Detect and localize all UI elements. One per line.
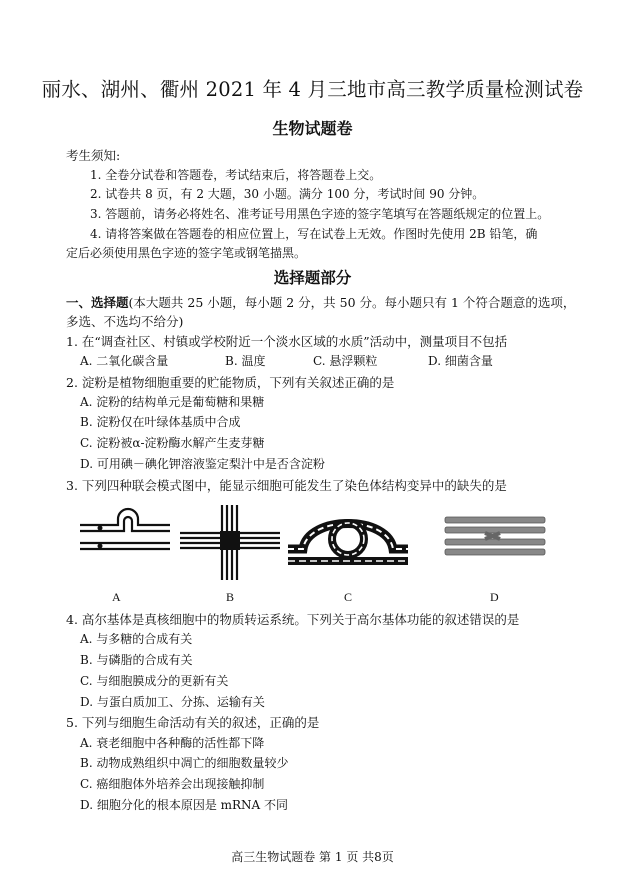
synapsis-figure-c xyxy=(288,505,408,570)
question-1-option-d: D. 细菌含量 xyxy=(428,354,493,368)
question-1-option-c: C. 悬浮颗粒 xyxy=(313,354,378,368)
figure-label-a: A xyxy=(112,590,121,604)
question-1-option-b: B. 温度 xyxy=(225,354,266,368)
figure-label-c: C xyxy=(344,590,353,604)
question-2-stem: 2. 淀粉是植物细胞重要的贮能物质，下列有关叙述正确的是 xyxy=(66,375,395,390)
question-5-option-c: C. 癌细胞体外培养会出现接触抑制 xyxy=(80,777,265,791)
exam-subtitle: 生物试题卷 xyxy=(272,119,353,138)
synapsis-figure-a xyxy=(80,505,170,565)
question-4-option-b: B. 与磷脂的合成有关 xyxy=(80,653,193,667)
page-footer: 高三生物试题卷 第 1 页 共8页 xyxy=(231,850,394,864)
question-4-option-c: C. 与细胞膜成分的更新有关 xyxy=(80,674,229,688)
synapsis-figure-d xyxy=(440,505,550,565)
part-intro-cont: 多选、不选均不给分) xyxy=(66,314,184,329)
notice-item: 1. 全卷分试卷和答题卷，考试结束后，将答题卷上交。 xyxy=(90,168,382,182)
figure-label-b: B xyxy=(226,590,235,604)
question-5-option-a: A. 衰老细胞中各种酶的活性都下降 xyxy=(80,736,265,750)
part-intro xyxy=(66,293,575,311)
part-intro-text: (本大题共 25 小题，每小题 2 分，共 50 分。每小题只有 1 个符合题意的选项， xyxy=(128,295,576,310)
question-5-option-d: D. 细胞分化的根本原因是 mRNA 不同 xyxy=(80,798,289,812)
question-5-stem: 5. 下列与细胞生命活动有关的叙述，正确的是 xyxy=(66,715,320,730)
notice-item: 4. 请将答案做在答题卷的相应位置上，写在试卷上无效。作图时先使用 2B 铅笔，确 xyxy=(90,227,538,241)
question-1-stem: 1. 在“调查社区、村镇或学校附近一个淡水区域的水质”活动中，测量项目不包括 xyxy=(66,334,508,349)
question-4-stem: 4. 高尔基体是真核细胞中的物质转运系统。下列关于高尔基体功能的叙述错误的是 xyxy=(66,612,520,627)
exam-title: 丽水、湖州、衢州 2021 年 4 月三地市高三教学质量检测试卷 xyxy=(41,78,584,101)
notice-heading: 考生须知: xyxy=(66,148,121,163)
question-5-option-b: B. 动物成熟组织中凋亡的细胞数量较少 xyxy=(80,756,289,770)
question-4-option-d: D. 与蛋白质加工、分拣、运输有关 xyxy=(80,695,265,709)
notice-item: 2. 试卷共 8 页，有 2 大题，30 小题。满分 100 分，考试时间 90 分钟。 xyxy=(90,187,485,201)
section-title: 选择题部分 xyxy=(273,268,352,287)
question-2-option-b: B. 淀粉仅在叶绿体基质中合成 xyxy=(80,415,241,429)
question-2-option-c: C. 淀粉被α-淀粉酶水解产生麦芽糖 xyxy=(80,436,265,450)
figure-label-d: D xyxy=(490,590,499,604)
question-3-stem: 3. 下列四种联会模式图中，能显示细胞可能发生了染色体结构变异中的缺失的是 xyxy=(66,478,507,493)
notice-item: 定后必须使用黑色字迹的签字笔或钢笔描黑。 xyxy=(66,246,307,260)
question-4-option-a: A. 与多糖的合成有关 xyxy=(80,632,193,646)
synapsis-figure-b xyxy=(180,505,280,580)
notice-item: 3. 答题前，请务必将姓名、准考证号用黑色字迹的签字笔填写在答题纸规定的位置上。 xyxy=(90,207,550,221)
question-1-option-a: A. 二氧化碳含量 xyxy=(80,354,169,368)
question-2-option-d: D. 可用碘－碘化钾溶液鉴定梨汁中是否含淀粉 xyxy=(80,457,325,471)
part-label: 一、选择题 xyxy=(66,295,129,310)
question-2-option-a: A. 淀粉的结构单元是葡萄糖和果糖 xyxy=(80,395,265,409)
